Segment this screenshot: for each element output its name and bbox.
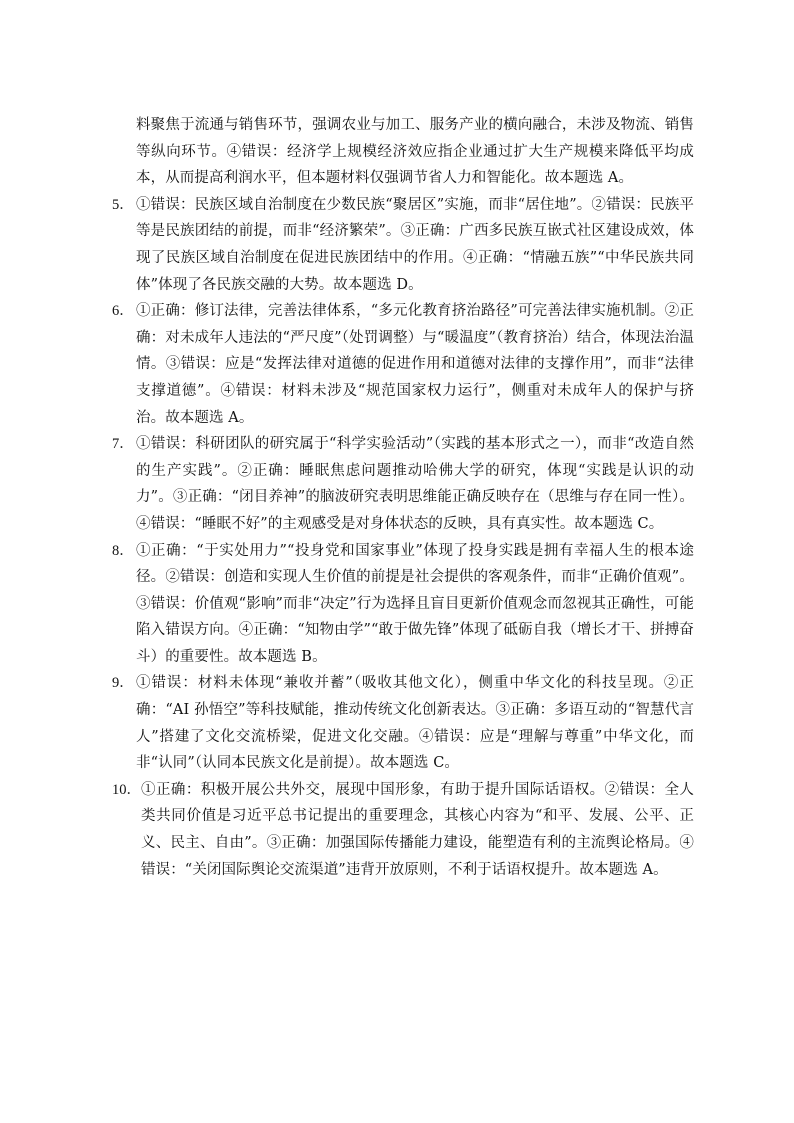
- item-text: ①正确：“于实处用力”“投身党和国家事业”体现了投身实践是拥有幸福人生的根本途径。②错误：创造和实现人生价值的前提是社会提供的客观条件，而非“正确价值观”。③错误：价值观“影响”而非“决定”行为选择且盲目更新价值观念而忽视其正确性，可能陷入错误方向。④正确：“知物由学”“敢于做先锋”体现了砥砺自我（增长才干、拼搏奋斗）的重要性。故本题选 B。: [136, 542, 694, 665]
- item-number: 7．: [112, 436, 134, 453]
- paragraph-continuation: 料聚焦于流通与销售环节，强调农业与加工、服务产业的横向融合，未涉及物流、销售等纵向环节。④错误：经济学上规模经济效应指企业通过扩大生产规模来降低平均成本，从而提高利润水平，但本题材料仅强调节省人力和智能化。故本题选 A。: [136, 117, 694, 187]
- item-number: 5．: [112, 196, 134, 213]
- answer-item-5: [112, 192, 694, 298]
- item-number: 8．: [112, 542, 134, 559]
- item-text: ①错误：科研团队的研究属于“科学实验活动”（实践的基本形式之一），而非“改造自然的生产实践”。②正确：睡眠焦虑问题推动哈佛大学的研究，体现“实践是认识的动力”。③正确：“闭目养神”的脑波研究表明思维能正确反映存在（思维与存在同一性）。④错误：“睡眠不好”的主观感受是对身体状态的反映，具有真实性。故本题选 C。: [136, 436, 694, 532]
- answer-item-7: [112, 431, 694, 537]
- item-text: ①正确：修订法律，完善法律体系，“多元化教育挤治路径”可完善法律实施机制。②正确：对未成年人违法的“严尺度”（处罚调整）与“暖温度”（教育挤治）结合，体现法治温情。③错误：应是“发挥法律对道德的促进作用和道德对法律的支撑作用”，而非“法律支撑道德”。④错误：材料未涉及“规范国家权力运行”，侧重对未成年人的保护与挤治。故本题选 A。: [136, 303, 694, 426]
- answer-item-6: [112, 298, 694, 431]
- item-text: ①正确：积极开展公共外交，展现中国形象，有助于提升国际话语权。②错误：全人类共同价值是习近平总书记提出的重要理念，其核心内容为“和平、发展、公平、正义、民主、自由”。③正确：加强国际传播能力建设，能塑造有利的主流舆论格局。④错误：“关闭国际舆论交流渠道”违背开放原则，不利于话语权提升。故本题选 A。: [141, 781, 694, 878]
- item-number: 10．: [112, 781, 141, 798]
- item-text: ①错误：民族区域自治制度在少数民族“聚居区”实施，而非“居住地”。②错误：民族平等是民族团结的前提，而非“经济繁荣”。③正确：广西多民族互嵌式社区建设成效，体现了民族区域自治制度在促进民族团结中的作用。④正确：“情融五族”“中华民族共同体”体现了各民族交融的大势。故本题选 D。: [136, 196, 694, 293]
- answer-item-10: [112, 777, 694, 883]
- answer-item-9: [112, 670, 694, 776]
- item-number: 6．: [112, 303, 134, 320]
- item-text: ①错误：材料未体现“兼收并蓄”（吸收其他文化），侧重中华文化的科技呈现。②正确：“AI 孙悟空”等科技赋能，推动传统文化创新表达。③正确：多语互动的“智慧代言人”搭建了文化交流桥梁，促进文化交融。④错误：应是“理解与尊重”中华文化，而非“认同”（认同本民族文化是前提）。故本题选 C。: [136, 675, 694, 772]
- item-number: 9．: [112, 675, 134, 692]
- answer-item-8: [112, 538, 694, 671]
